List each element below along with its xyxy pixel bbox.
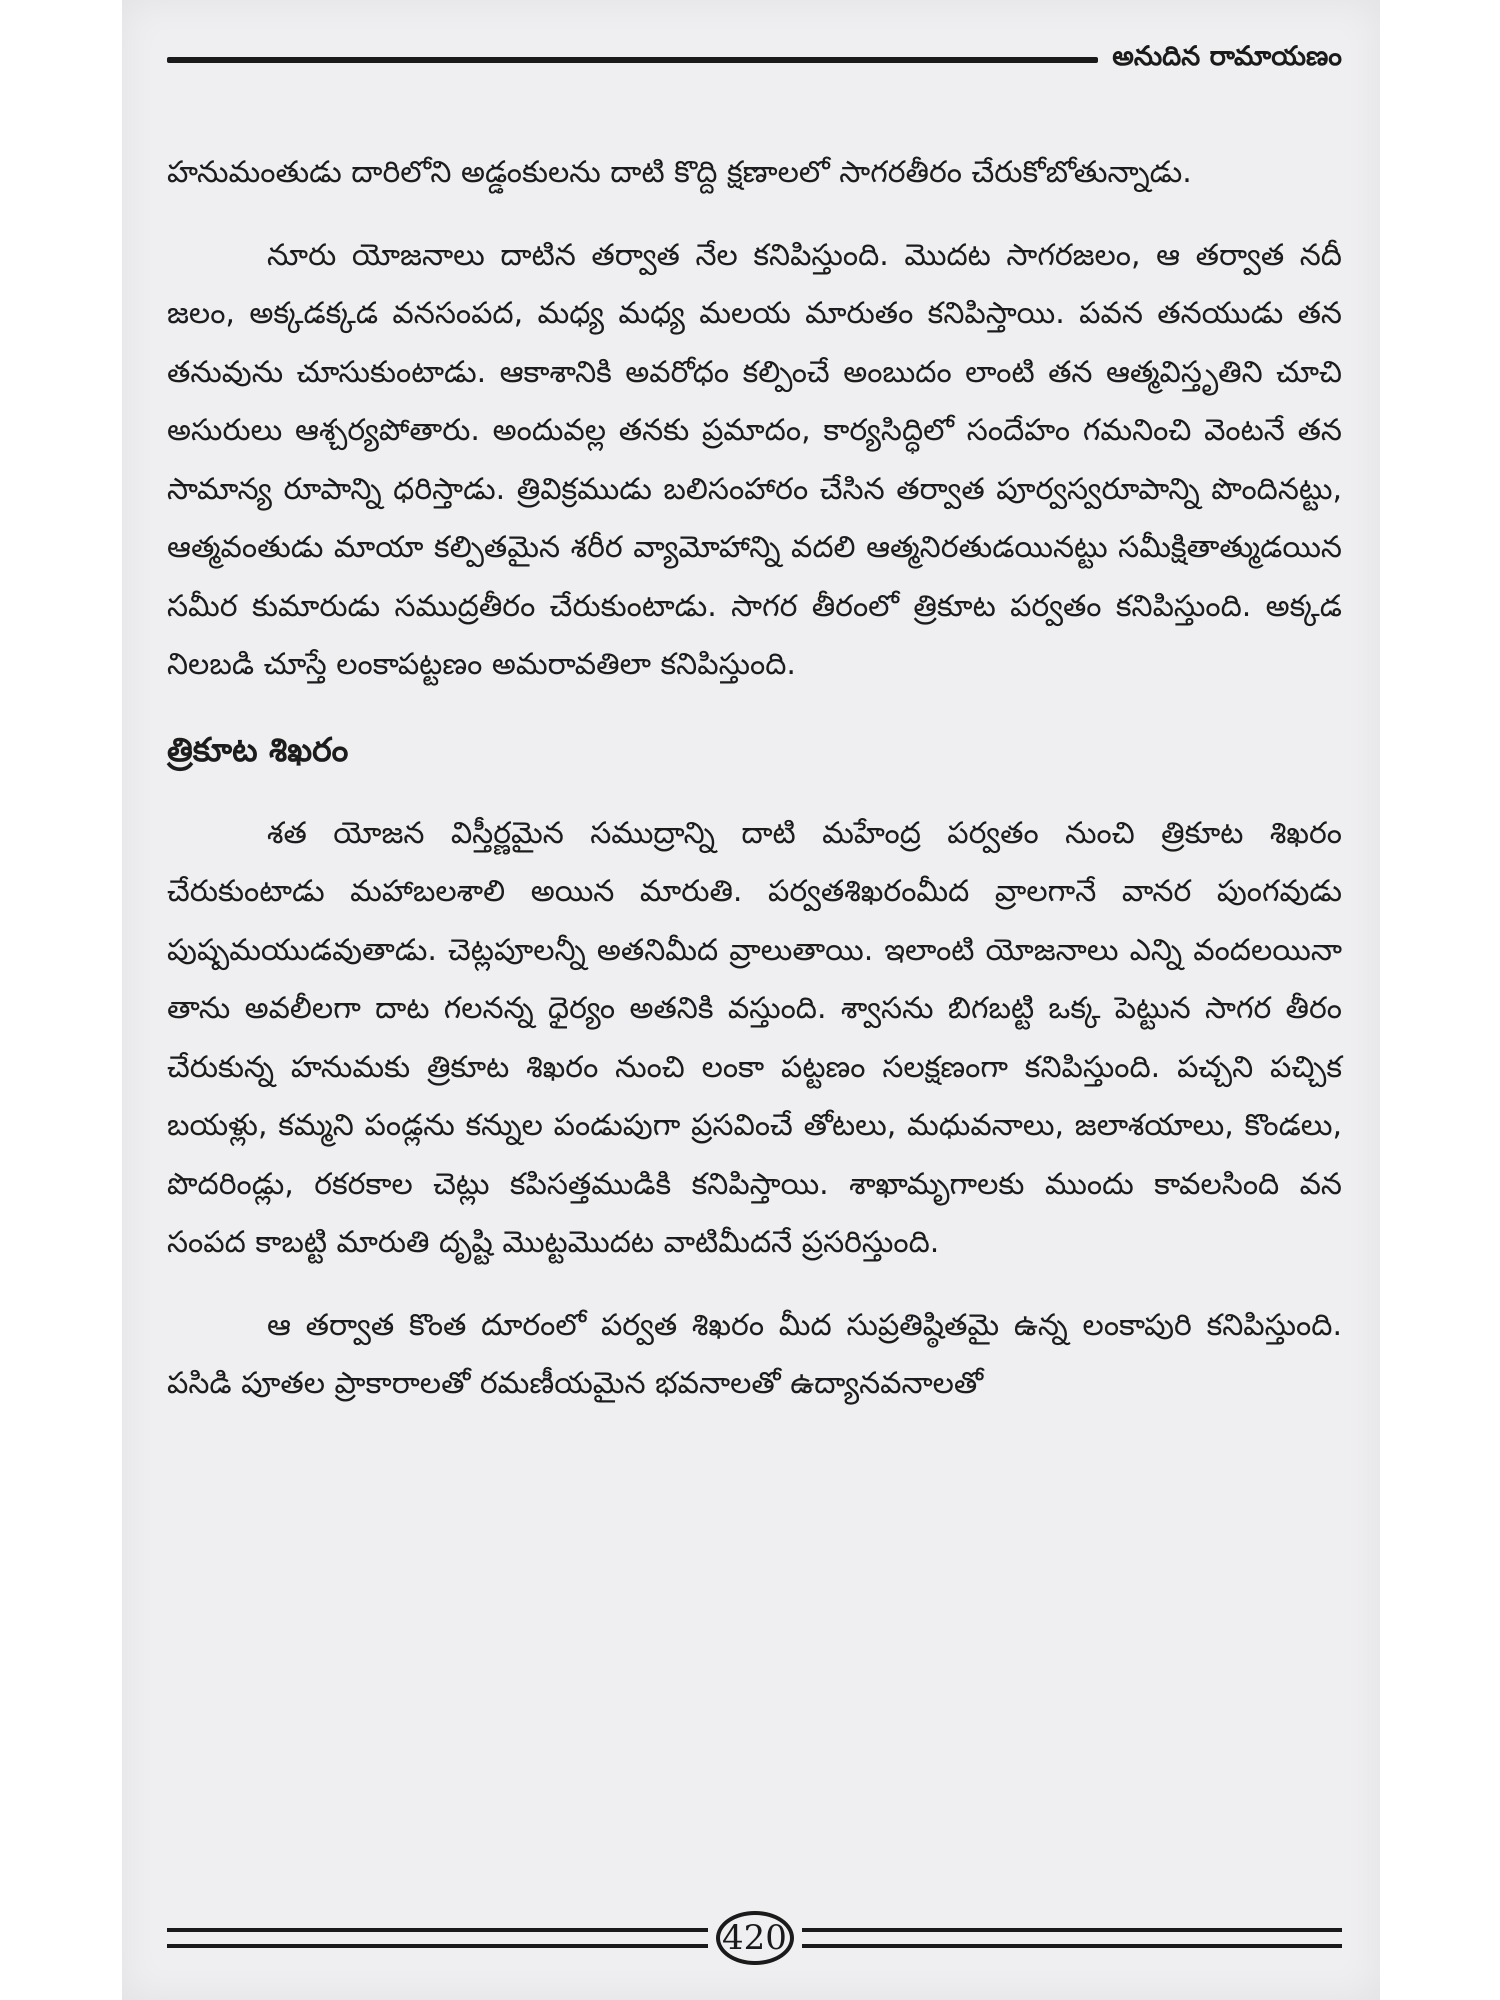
page-body: [167, 144, 1342, 1414]
section-heading: త్రికూట శిఖరం: [167, 729, 349, 769]
book-page: [122, 0, 1380, 2000]
paragraph-2: నూరు యోజనాలు దాటిన తర్వాత నేల కనిపిస్తుంది. మొదట సాగరజలం, ఆ తర్వాత నదీ జలం, అక్కడక్కడ వనసంపద, మధ్య మధ్య మలయ మారుతం కనిపిస్తాయి. పవన తనయుడు తన తనువును చూసుకుంటాడు. ఆకాశానికి అవరోధం కల్పించే అంబుదం లాంటి తన ఆత్మవిస్తృతిని చూచి అసురులు ఆశ్చర్యపోతారు. అందువల్ల తనకు ప్రమాదం, కార్యసిద్ధిలో సందేహం గమనించి వెంటనే తన సామాన్య రూపాన్ని ధరిస్తాడు. త్రివిక్రముడు బలిసంహారం చేసిన తర్వాత పూర్వస్వరూపాన్ని పొందినట్టు, ఆత్మవంతుడు మాయా కల్పితమైన శరీర వ్యామోహాన్ని వదలి ఆత్మనిరతుడయినట్టు సమీక్షితాత్ముడయిన సమీర కుమారుడు సముద్రతీరం చేరుకుంటాడు. సాగర తీరంలో త్రికూట పర్వతం కనిపిస్తుంది. అక్కడ నిలబడి చూస్తే లంకాపట్టణం అమరావతిలా కనిపిస్తుంది.: [167, 237, 1342, 682]
paragraph-4: ఆ తర్వాత కొంత దూరంలో పర్వత శిఖరం మీద సుప్రతిష్ఠితమై ఉన్న లంకాపురి కనిపిస్తుంది. పసిడి పూతల ప్రాకారాలతో రమణీయమైన భవనాలతో ఉద్యానవనాలతో: [167, 1307, 1342, 1401]
header-rule: [167, 57, 1098, 63]
running-header: [167, 40, 1342, 80]
page-footer: [167, 1910, 1342, 1966]
paragraph-1: హనుమంతుడు దారిలోని అడ్డంకులను దాటి కొద్ది క్షణాలలో సాగరతీరం చేరుకోబోతున్నాడు.: [167, 155, 1192, 190]
page-number: 420: [716, 1911, 794, 1965]
paragraph-3: శత యోజన విస్తీర్ణమైన సముద్రాన్ని దాటి మహేంద్ర పర్వతం నుంచి త్రికూట శిఖరం చేరుకుంటాడు మహాబలశాలి అయిన మారుతి. పర్వతశిఖరంమీద వ్రాలగానే వానర పుంగవుడు పుష్పమయుడవుతాడు. చెట్లపూలన్నీ అతనిమీద వ్రాలుతాయి. ఇలాంటి యోజనాలు ఎన్ని వందలయినా తాను అవలీలగా దాట గలనన్న ధైర్యం అతనికి వస్తుంది. శ్వాసను బిగబట్టి ఒక్క పెట్టున సాగర తీరం చేరుకున్న హనుమకు త్రికూట శిఖరం నుంచి లంకా పట్టణం సలక్షణంగా కనిపిస్తుంది. పచ్చని పచ్చిక బయళ్లు, కమ్మని పండ్లను కన్నుల పండుపుగా ప్రసవించే తోటలు, మధువనాలు, జలాశయాలు, కొండలు, పొదరిండ్లు, రకరకాల చెట్లు కపిసత్తముడికి కనిపిస్తాయి. శాఖామృగాలకు ముందు కావలసింది వన సంపద కాబట్టి మారుతి దృష్టి మొట్టమొదట వాటిమీదనే ప్రసరిస్తుంది.: [167, 815, 1342, 1260]
footer-rule-left: [167, 1928, 708, 1948]
footer-rule-right: [802, 1928, 1343, 1948]
book-title: అనుదిన రామాయణం: [1112, 41, 1342, 72]
